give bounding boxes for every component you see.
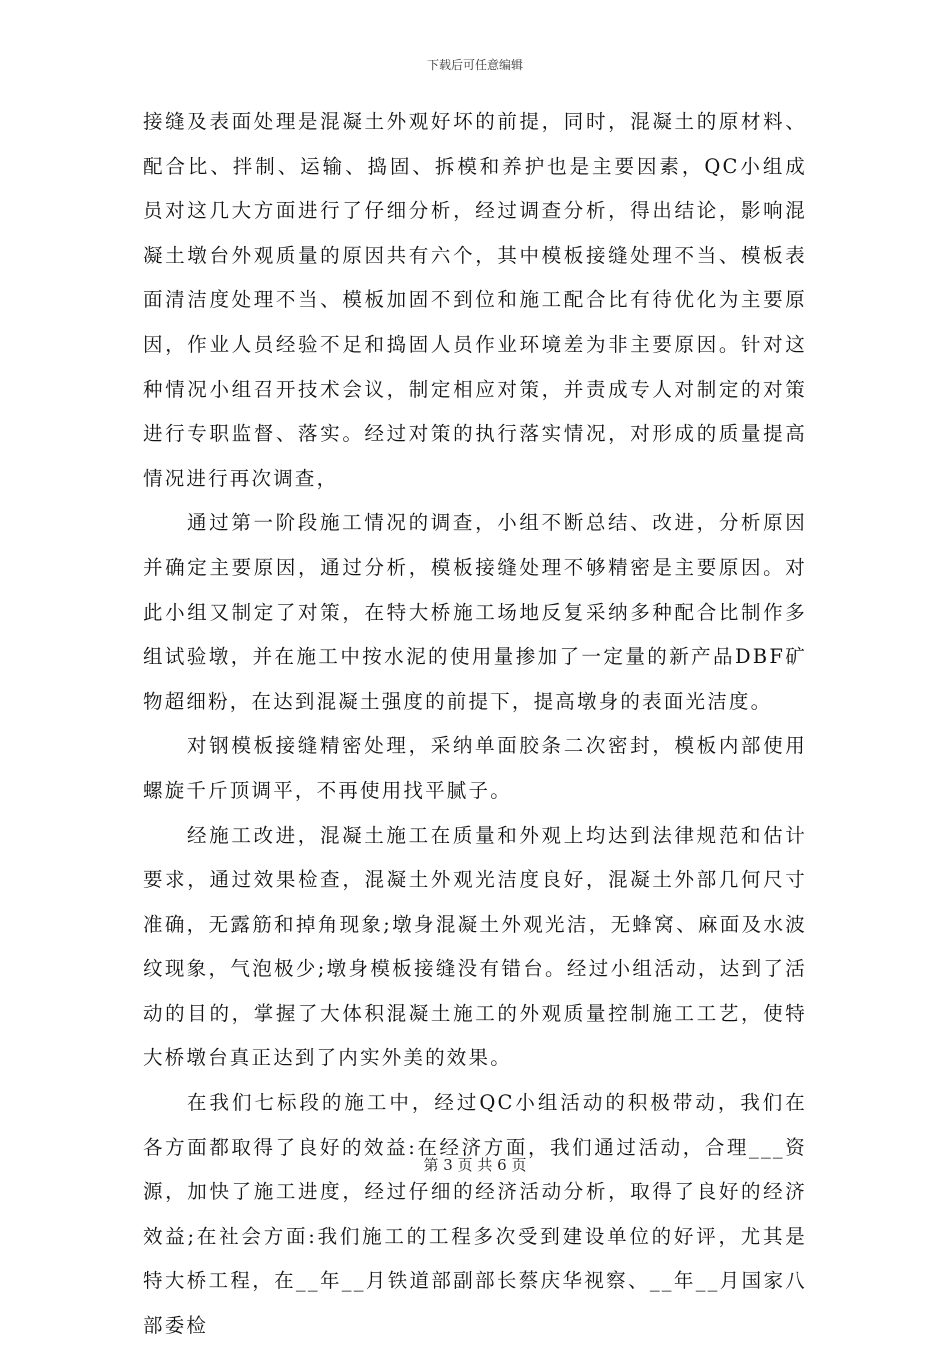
paragraph-4: 经施工改进，混凝土施工在质量和外观上均达到法律规范和估计要求，通过效果检查，混凝土外观光洁度良好，混凝土外部几何尺寸准确，无露筋和掉角现象;墩身混凝土外观光洁，无蜂窝、麻面及水波纹现象，气泡极少;墩身模板接缝没有错台。经过小组活动，达到了活动的目的，掌握了大体积混凝土施工的外观质量控制施工工艺，使特大桥墩台真正达到了内实外美的效果。 bbox=[143, 823, 807, 1070]
page-number-footer: 第 3 页 共 6 页 bbox=[423, 1156, 527, 1174]
paragraph-1: 接缝及表面处理是混凝土外观好坏的前提，同时，混凝土的原材料、配合比、拌制、运输、捣固、拆模和养护也是主要因素，QC小组成员对这几大方面进行了仔细分析，经过调查分析，得出结论，影响混凝土墩台外观质量的原因共有六个，其中模板接缝处理不当、模板表面清洁度处理不当、模板加固不到位和施工配合比有待优化为主要原因，作业人员经验不足和捣固人员作业环境差为非主要原因。针对这种情况小组召开技术会议，制定相应对策，并责成专人对制定的对策进行专职监督、落实。经过对策的执行落实情况，对形成的质量提高情况进行再次调查， bbox=[143, 110, 807, 490]
page-header-note: 下载后可任意编辑 bbox=[426, 58, 523, 72]
paragraph-5: 在我们七标段的施工中，经过QC小组活动的积极带动，我们在各方面都取得了良好的效益:在经济方面，我们通过活动，合理___资源，加快了施工进度，经过仔细的经济活动分析，取得了良好的经济效益;在社会方面:我们施工的工程多次受到建设单位的好评，尤其是特大桥工程，在__年__月铁道部副部长蔡庆华视察、__年__月国家八部委检 bbox=[143, 1091, 807, 1338]
paragraph-2: 通过第一阶段施工情况的调查，小组不断总结、改进，分析原因并确定主要原因，通过分析，模板接缝处理不够精密是主要原因。对此小组又制定了对策，在特大桥施工场地反复采纳多种配合比制作多组试验墩，并在施工中按水泥的使用量掺加了一定量的新产品DBF矿物超细粉，在达到混凝土强度的前提下，提高墩身的表面光洁度。 bbox=[143, 511, 807, 713]
paragraph-3: 对钢模板接缝精密处理，采纳单面胶条二次密封，模板内部使用螺旋千斤顶调平，不再使用找平腻子。 bbox=[143, 734, 807, 802]
